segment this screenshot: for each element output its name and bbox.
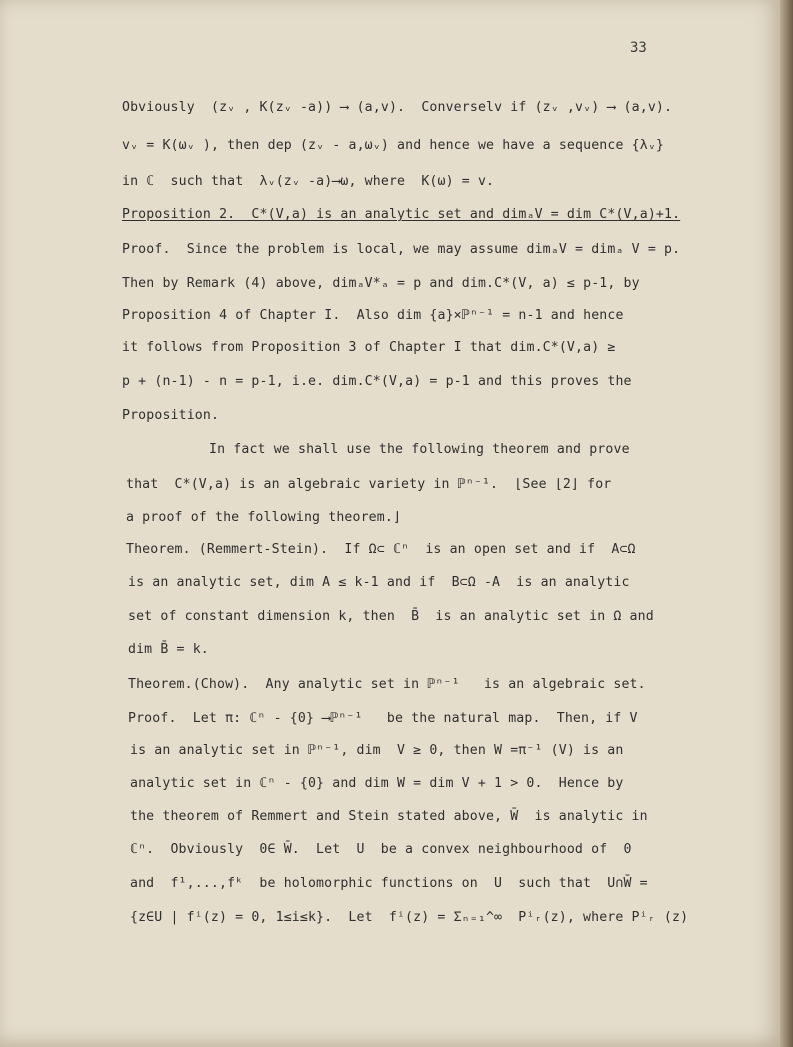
text-line: In fact we shall use the following theorem and prove <box>209 442 630 457</box>
text-line: vᵥ = K(ωᵥ ), then dep (zᵥ - a,ωᵥ) and hence we have a sequence {λᵥ} <box>122 138 664 153</box>
page-number: 33 <box>630 40 647 56</box>
text-line: it follows from Proposition 3 of Chapter I that dim.C*(V,a) ≥ <box>122 340 616 355</box>
text-line: ℂⁿ. Obviously 0∈ W̄. Let U be a convex neighbourhood of 0 <box>130 842 632 857</box>
text-line: dim B̄ = k. <box>128 642 209 657</box>
book-edge <box>780 0 793 1047</box>
proposition-heading-line: Proposition 2. C*(V,a) is an analytic set and dimₐV = dim C*(V,a)+1. <box>122 207 681 222</box>
text-line: analytic set in ℂⁿ - {0} and dim W = dim V + 1 > 0. Hence by <box>130 776 624 791</box>
proof-heading-line: Proof. Since the problem is local, we may assume dimₐV = dimₐ V = p. <box>122 242 681 257</box>
text-line: Proposition 4 of Chapter I. Also dim {a}×ℙⁿ⁻¹ = n-1 and hence <box>122 308 624 323</box>
theorem-heading-line: Theorem. (Remmert-Stein). If Ω⊂ ℂⁿ is an open set and if A⊂Ω <box>126 542 636 557</box>
text-line: and f¹,...,fᵏ be holomorphic functions on U such that U∩W̄ = <box>130 876 648 891</box>
text-line: is an analytic set in ℙⁿ⁻¹, dim V ≥ 0, then W =π⁻¹ (V) is an <box>130 743 624 758</box>
text-line: the theorem of Remmert and Stein stated above, W̄ is analytic in <box>130 809 648 824</box>
text-line: p + (n-1) - n = p-1, i.e. dim.C*(V,a) = p-1 and this proves the <box>122 374 632 389</box>
theorem-heading-line: Theorem.(Chow). Any analytic set in ℙⁿ⁻¹ is an algebraic set. <box>128 677 646 692</box>
text-line: {z∈U | fⁱ(z) = 0, 1≤i≤k}. Let fⁱ(z) = Σₙ₌₁^∞ Pⁱᵣ(z), where Pⁱᵣ (z) <box>130 910 689 925</box>
text-line: in ℂ such that λᵥ(zᵥ -a)⟶ω, where K(ω) = v. <box>122 174 495 189</box>
text-line: set of constant dimension k, then B̄ is an analytic set in Ω and <box>128 609 654 624</box>
text-line: Proposition. <box>122 408 220 423</box>
text-line: Then by Remark (4) above, dimₐV*ₐ = p and dim.C*(V, a) ≤ p-1, by <box>122 276 640 291</box>
text-line: that C*(V,a) is an algebraic variety in ℙⁿ⁻¹. ⌊See ⌊2⌋ for <box>126 477 612 492</box>
text-line: is an analytic set, dim A ≤ k-1 and if B⊂Ω -A is an analytic <box>128 575 630 590</box>
text-line: Obviously (zᵥ , K(zᵥ -a)) ⟶ (a,v). Converselv if (zᵥ ,vᵥ) ⟶ (a,v). <box>122 100 673 115</box>
proof-heading-line: Proof. Let π: ℂⁿ - {0} ⟶ℙⁿ⁻¹ be the natural map. Then, if V <box>128 711 638 726</box>
text-line: a proof of the following theorem.⌋ <box>126 510 402 525</box>
